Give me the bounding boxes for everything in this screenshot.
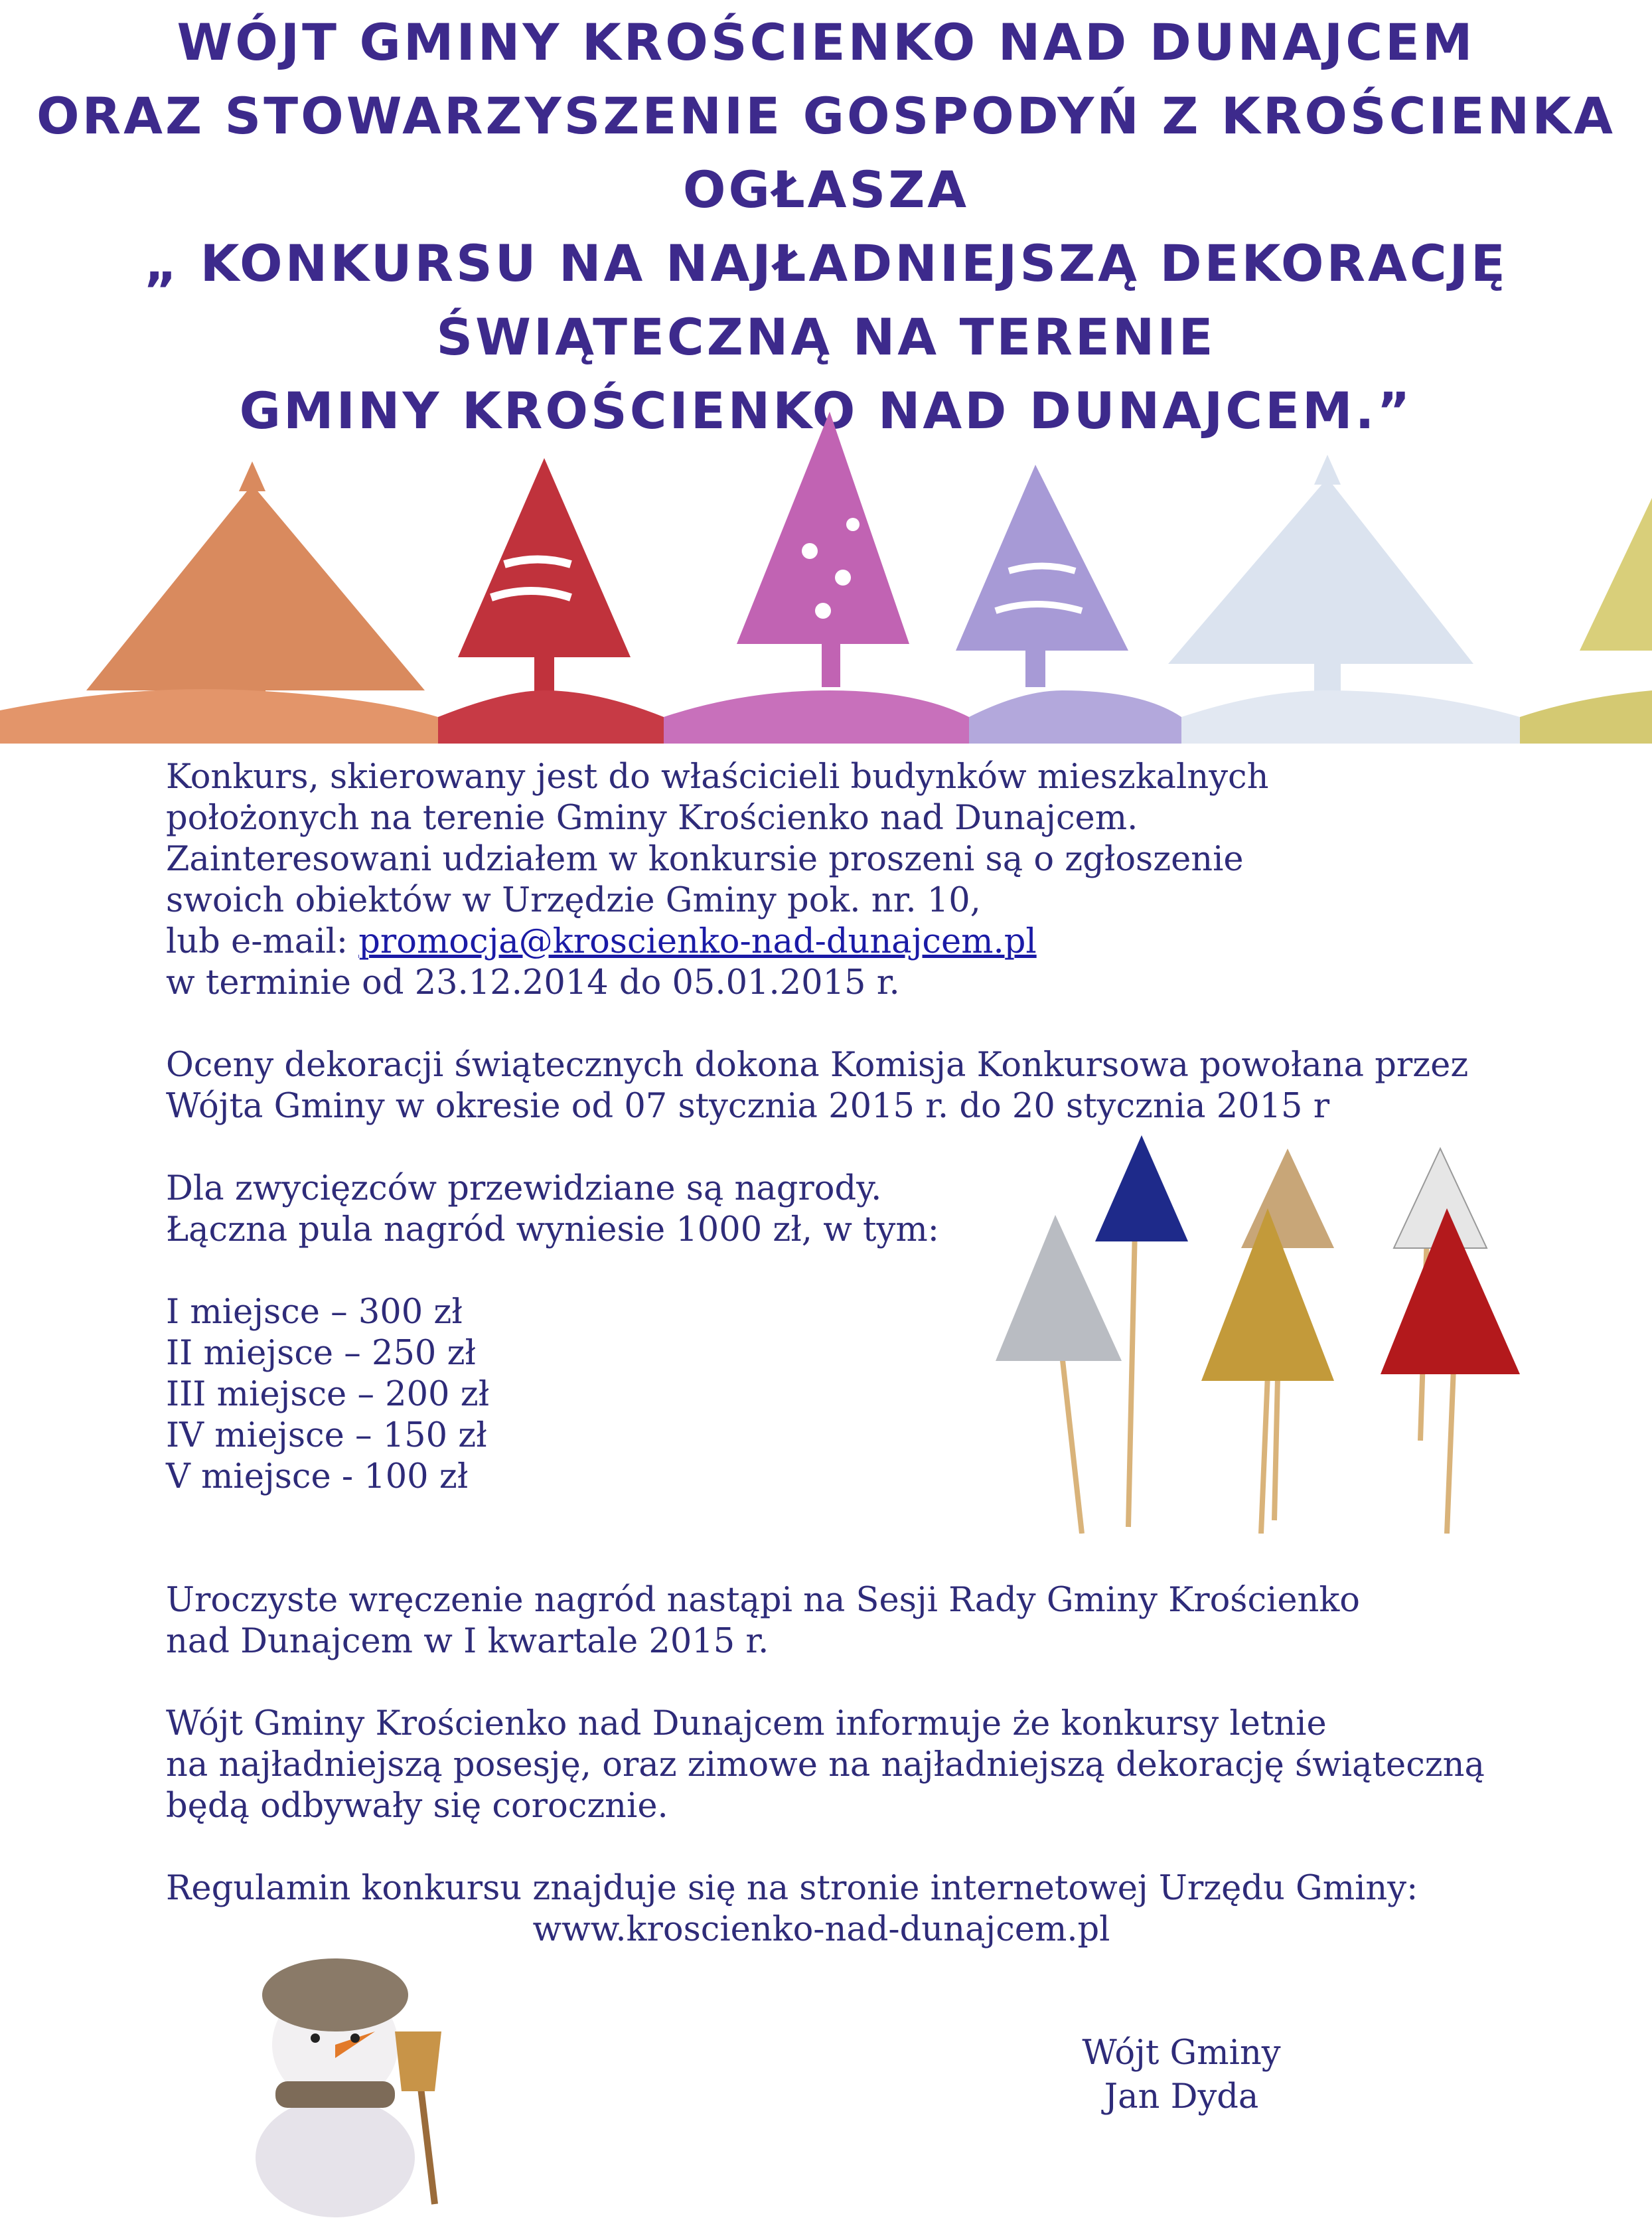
- intro-line-2: położonych na terenie Gminy Krościenko nad Dunajcem.: [166, 799, 1138, 838]
- orange-tree-icon: [0, 461, 438, 744]
- blue-tree-icon: [1095, 1135, 1188, 1527]
- signature-block: [1035, 2031, 1327, 2119]
- intro-line-4: swoich obiektów w Urzędzie Gminy pok. nr. 10,: [166, 881, 981, 920]
- ceremony-line-2: nad Dunajcem w I kwartale 2015 r.: [166, 1622, 769, 1661]
- light-blue-tree-icon: [1168, 455, 1520, 744]
- signature-name: Jan Dyda: [1104, 2077, 1259, 2116]
- prize-item: V miejsce - 100 zł: [166, 1457, 469, 1496]
- prize-item: II miejsce – 250 zł: [166, 1334, 476, 1373]
- ceremony-line-1: Uroczyste wręczenie nagród nastąpi na Sesji Rady Gminy Krościenko: [166, 1581, 1360, 1620]
- header-line-3: OGŁASZA: [682, 160, 970, 219]
- glitter-trees-illustration: [989, 1135, 1533, 1534]
- intro-line-6: w terminie od 23.12.2014 do 05.01.2015 r.: [166, 963, 900, 1002]
- header-line-2: ORAZ STOWARZYSZENIE GOSPODYŃ Z KROŚCIENKA: [37, 86, 1615, 145]
- email-link[interactable]: promocja@kroscienko-nad-dunajcem.pl: [358, 922, 1037, 961]
- prize-item: III miejsce – 200 zł: [166, 1375, 490, 1414]
- email-prefix: lub e-mail:: [166, 922, 359, 961]
- info-line-3: będą odbywały się corocznie.: [166, 1787, 668, 1826]
- red-tree-icon: [438, 458, 664, 744]
- snowman-icon: [256, 1958, 441, 2217]
- rules-url[interactable]: www.kroscienko-nad-dunajcem.pl: [532, 1910, 1110, 1949]
- pink-tree-icon: [664, 412, 969, 744]
- header-line-1: WÓJT GMINY KROŚCIENKO NAD DUNAJCEM: [177, 13, 1475, 72]
- yellow-tree-icon: [1520, 498, 1652, 744]
- rules-line: Regulamin konkursu znajduje się na stronie internetowej Urzędu Gminy:: [166, 1869, 1418, 1908]
- lavender-tree-icon: [956, 465, 1181, 744]
- evaluation-line-2: Wójta Gminy w okresie od 07 stycznia 2015 r. do 20 stycznia 2015 r: [166, 1087, 1330, 1126]
- announcement-header: [0, 0, 1652, 447]
- prize-item: I miejsce – 300 zł: [166, 1293, 463, 1332]
- silver-tree-icon: [996, 1215, 1122, 1534]
- prize-item: IV miejsce – 150 zł: [166, 1416, 487, 1455]
- header-line-4: „ KONKURSU NA NAJŁADNIEJSZĄ DEKORACJĘ: [144, 234, 1508, 293]
- intro-line-1: Konkurs, skierowany jest do właścicieli budynków mieszkalnych: [166, 757, 1269, 797]
- info-line-2: na najładniejszą posesję, oraz zimowe na najładniejszą dekorację świąteczną: [166, 1745, 1485, 1785]
- prizes-intro-line-2: Łączna pula nagród wyniesie 1000 zł, w tym:: [166, 1210, 939, 1249]
- christmas-tree-garland-illustration: [0, 398, 1652, 744]
- evaluation-line-1: Oceny dekoracji świątecznych dokona Komisja Konkursowa powołana przez: [166, 1046, 1469, 1085]
- header-line-5: ŚWIĄTECZNĄ NA TERENIE: [436, 307, 1216, 366]
- red-glitter-tree-icon: [1381, 1208, 1520, 1534]
- header-line-6: GMINY KROŚCIENKO NAD DUNAJCEM.”: [239, 381, 1413, 440]
- intro-line-5: [166, 921, 1593, 963]
- gold-tree-icon: [1201, 1208, 1334, 1534]
- signature-title: Wójt Gminy: [1082, 2033, 1281, 2073]
- info-line-1: Wójt Gminy Krościenko nad Dunajcem informuje że konkursy letnie: [166, 1704, 1327, 1743]
- prizes-intro-line-1: Dla zwycięzców przewidziane są nagrody.: [166, 1169, 882, 1208]
- snowman-illustration: [236, 1939, 455, 2217]
- intro-line-3: Zainteresowani udziałem w konkursie proszeni są o zgłoszenie: [166, 840, 1244, 879]
